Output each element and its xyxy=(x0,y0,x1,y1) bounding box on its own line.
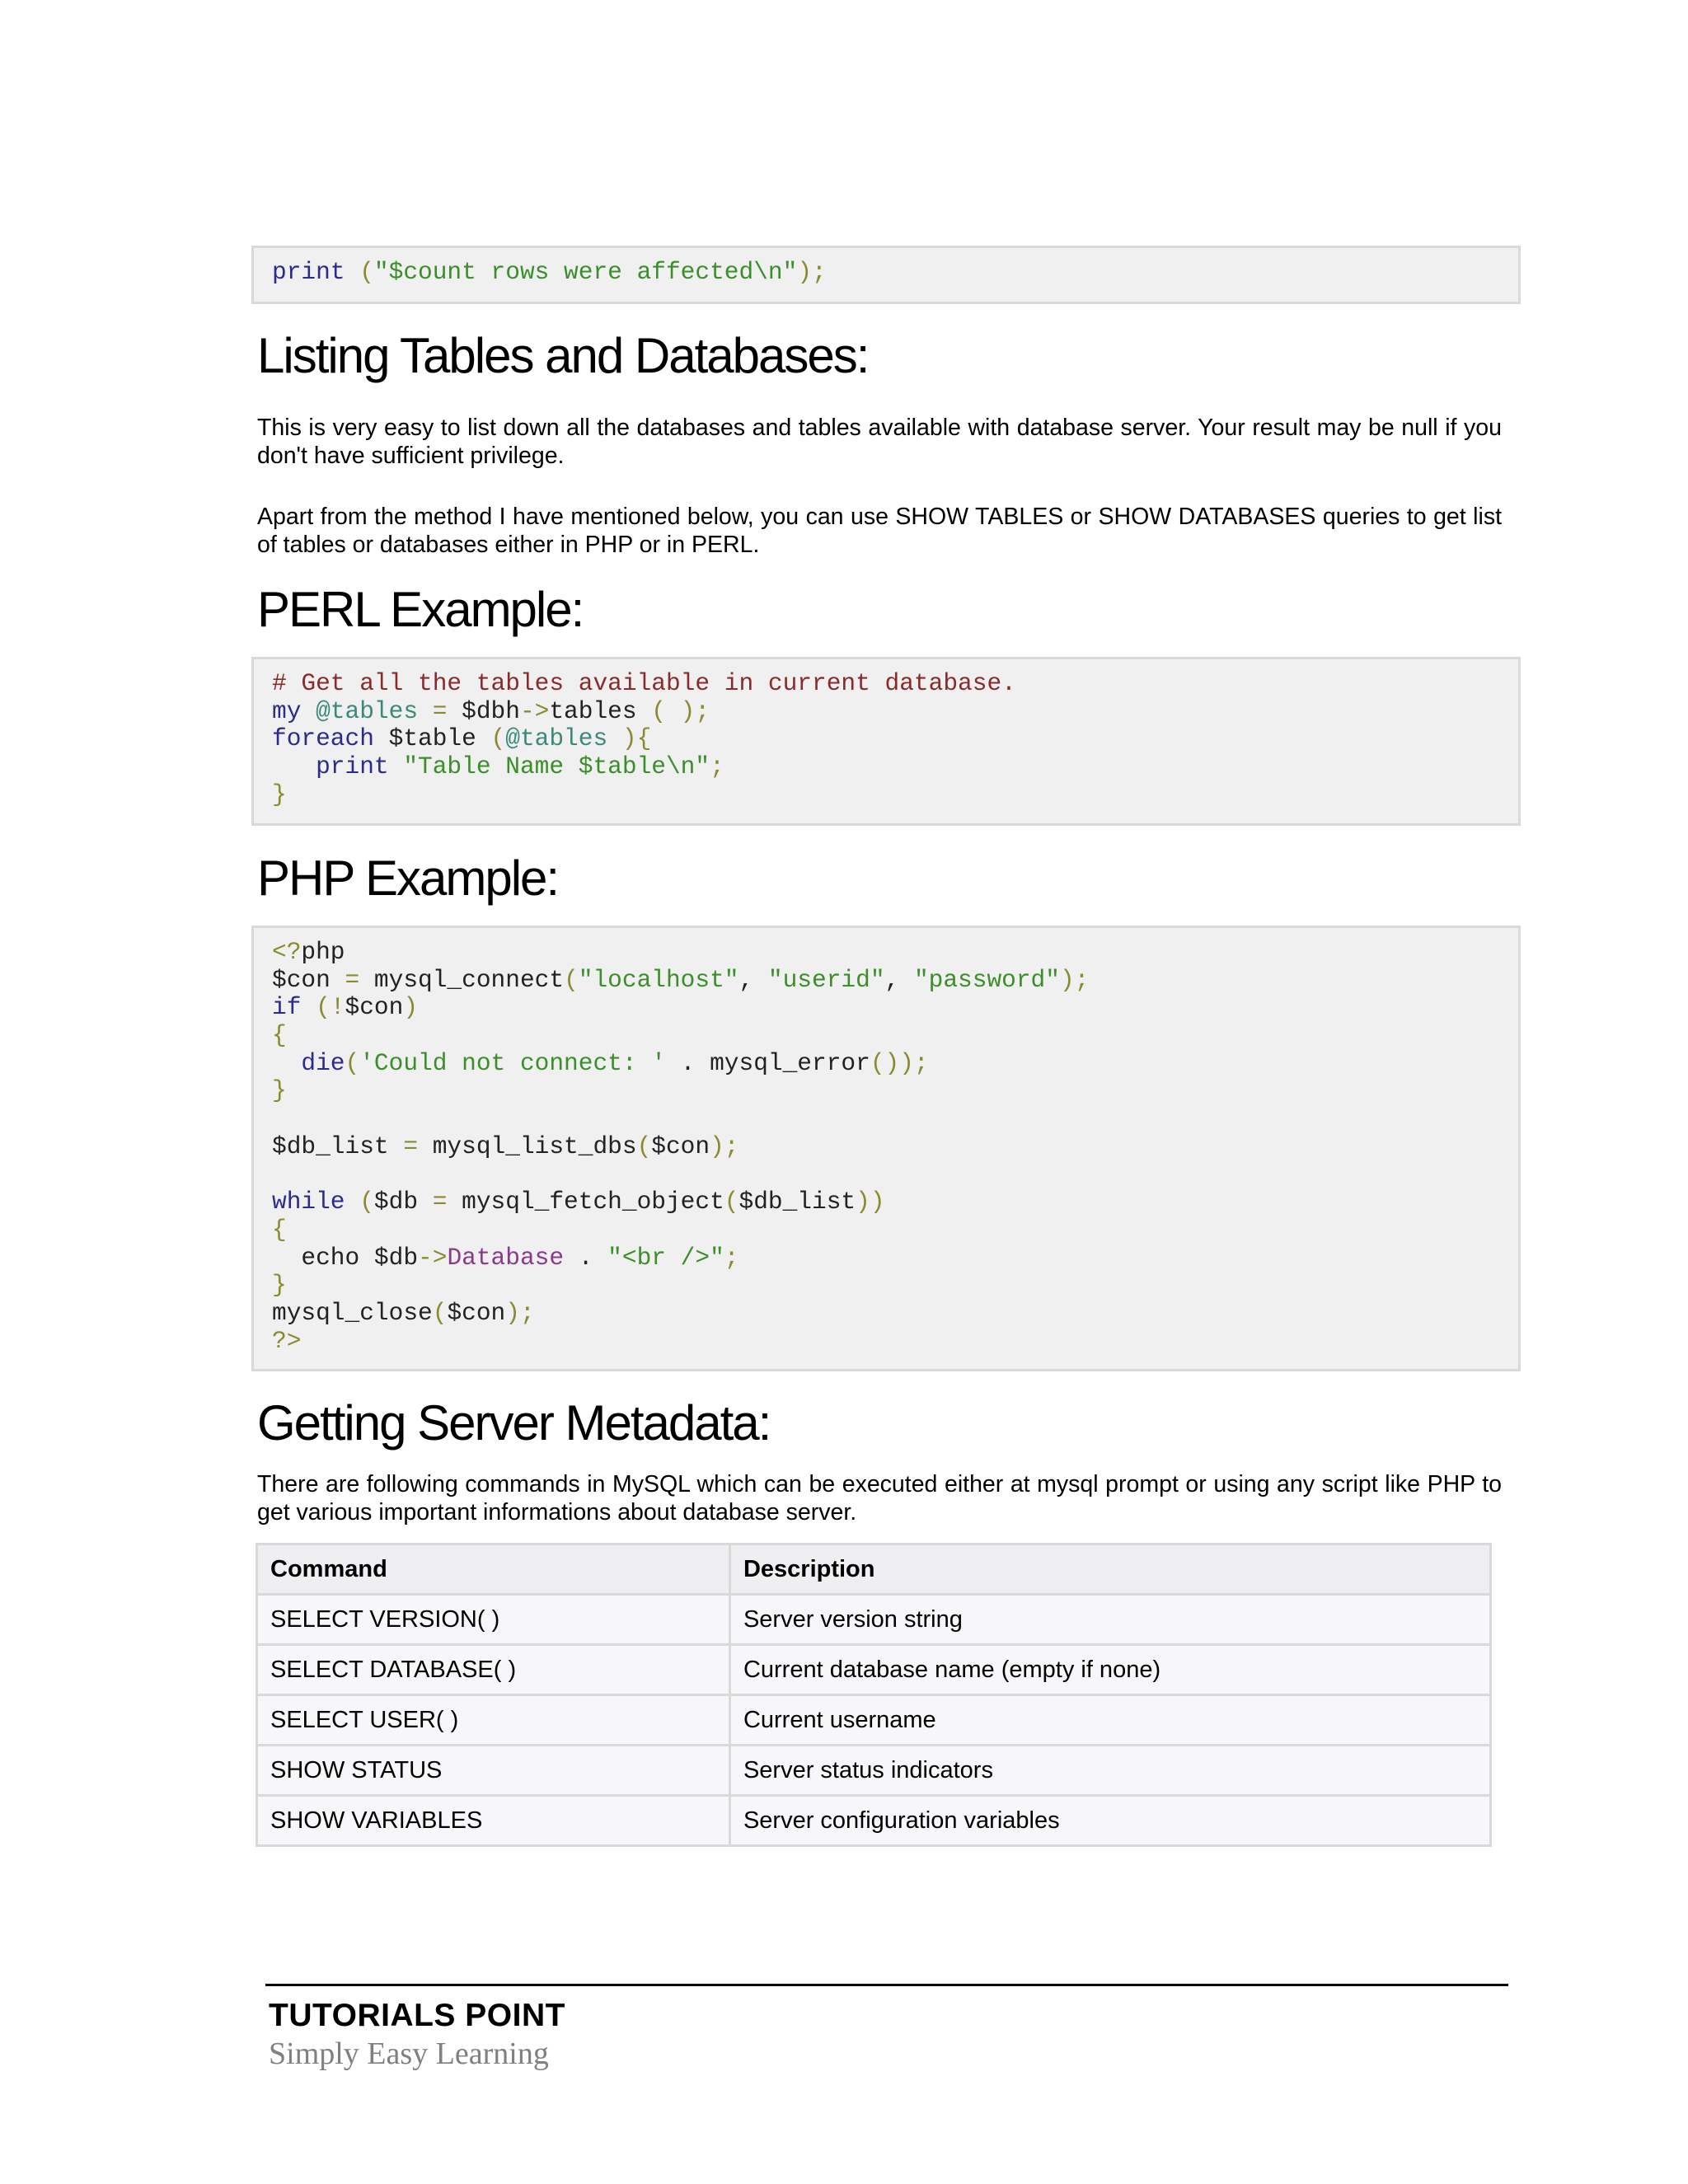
metadata-paragraph: There are following commands in MySQL which can be executed either at mysql prompt or using any script like PHP to get various important informations about database server. xyxy=(257,1471,1502,1526)
listing-paragraph-1: This is very easy to list down all the databases and tables available with database server. Your result may be null if you don't have sufficient privilege. xyxy=(257,415,1502,469)
table-cell-description: Server version string xyxy=(729,1595,1490,1645)
table-header-description: Description xyxy=(729,1544,1490,1595)
footer-tagline: Simply Easy Learning xyxy=(269,2036,549,2071)
code-line: { xyxy=(272,1021,287,1050)
code-line: } xyxy=(272,1076,287,1105)
top-code-block xyxy=(251,246,1521,304)
table-cell-command: SHOW VARIABLES xyxy=(257,1796,730,1846)
table-row xyxy=(257,1595,1491,1645)
table-cell-description: Server status indicators xyxy=(729,1746,1490,1796)
table-cell-description: Current username xyxy=(729,1695,1490,1746)
php-code-block xyxy=(251,926,1521,1371)
table-cell-description: Server configuration variables xyxy=(729,1796,1490,1846)
perl-example-heading: PERL Example: xyxy=(257,582,584,637)
listing-paragraph-2: Apart from the method I have mentioned below, you can use SHOW TABLES or SHOW DATABASES queries to get list of tables or databases either in PHP or in PERL. xyxy=(257,504,1502,558)
code-line: } xyxy=(272,780,287,808)
code-line xyxy=(272,1161,1518,1189)
php-example-heading: PHP Example: xyxy=(257,851,559,906)
footer-brand: TUTORIALS POINT xyxy=(269,1998,565,2033)
code-line: } xyxy=(272,1271,287,1300)
metadata-commands-table xyxy=(256,1543,1492,1847)
table-row xyxy=(257,1695,1491,1746)
table-row xyxy=(257,1645,1491,1695)
code-line: echo $db->Database . "<br />"; xyxy=(272,1243,739,1272)
code-line: $con = mysql_connect("localhost", "userid", "password"); xyxy=(272,965,1090,994)
listing-heading: Listing Tables and Databases: xyxy=(257,328,869,383)
table-header-command: Command xyxy=(257,1544,730,1595)
code-line: my @tables = $dbh->tables ( ); xyxy=(272,696,710,725)
code-line: # Get all the tables available in current database. xyxy=(272,669,1016,697)
table-row xyxy=(257,1796,1491,1846)
code-line: ?> xyxy=(272,1326,302,1355)
code-line: $db_list = mysql_list_dbs($con); xyxy=(272,1132,739,1160)
metadata-heading: Getting Server Metadata: xyxy=(257,1395,771,1451)
table-cell-description: Current database name (empty if none) xyxy=(729,1645,1490,1695)
table-cell-command: SELECT USER( ) xyxy=(257,1695,730,1746)
code-line xyxy=(272,1105,1518,1133)
footer-divider xyxy=(265,1984,1508,1986)
code-line: die('Could not connect: ' . mysql_error()); xyxy=(301,1048,929,1077)
table-cell-command: SHOW STATUS xyxy=(257,1746,730,1796)
code-line: mysql_close($con); xyxy=(272,1298,535,1327)
code-line: print "Table Name $table\n"; xyxy=(316,752,724,781)
perl-code-block xyxy=(251,657,1521,826)
code-line: print ("$count rows were affected\n"); xyxy=(272,258,827,286)
code-line: if (!$con) xyxy=(272,993,419,1022)
table-header-row xyxy=(257,1544,1491,1595)
code-line: { xyxy=(272,1215,287,1244)
code-line: foreach $table (@tables ){ xyxy=(272,724,652,753)
code-line: while ($db = mysql_fetch_object($db_list)) xyxy=(272,1188,885,1216)
table-row xyxy=(257,1746,1491,1796)
table-cell-command: SELECT DATABASE( ) xyxy=(257,1645,730,1695)
table-cell-command: SELECT VERSION( ) xyxy=(257,1595,730,1645)
code-line: <?php xyxy=(272,938,345,966)
